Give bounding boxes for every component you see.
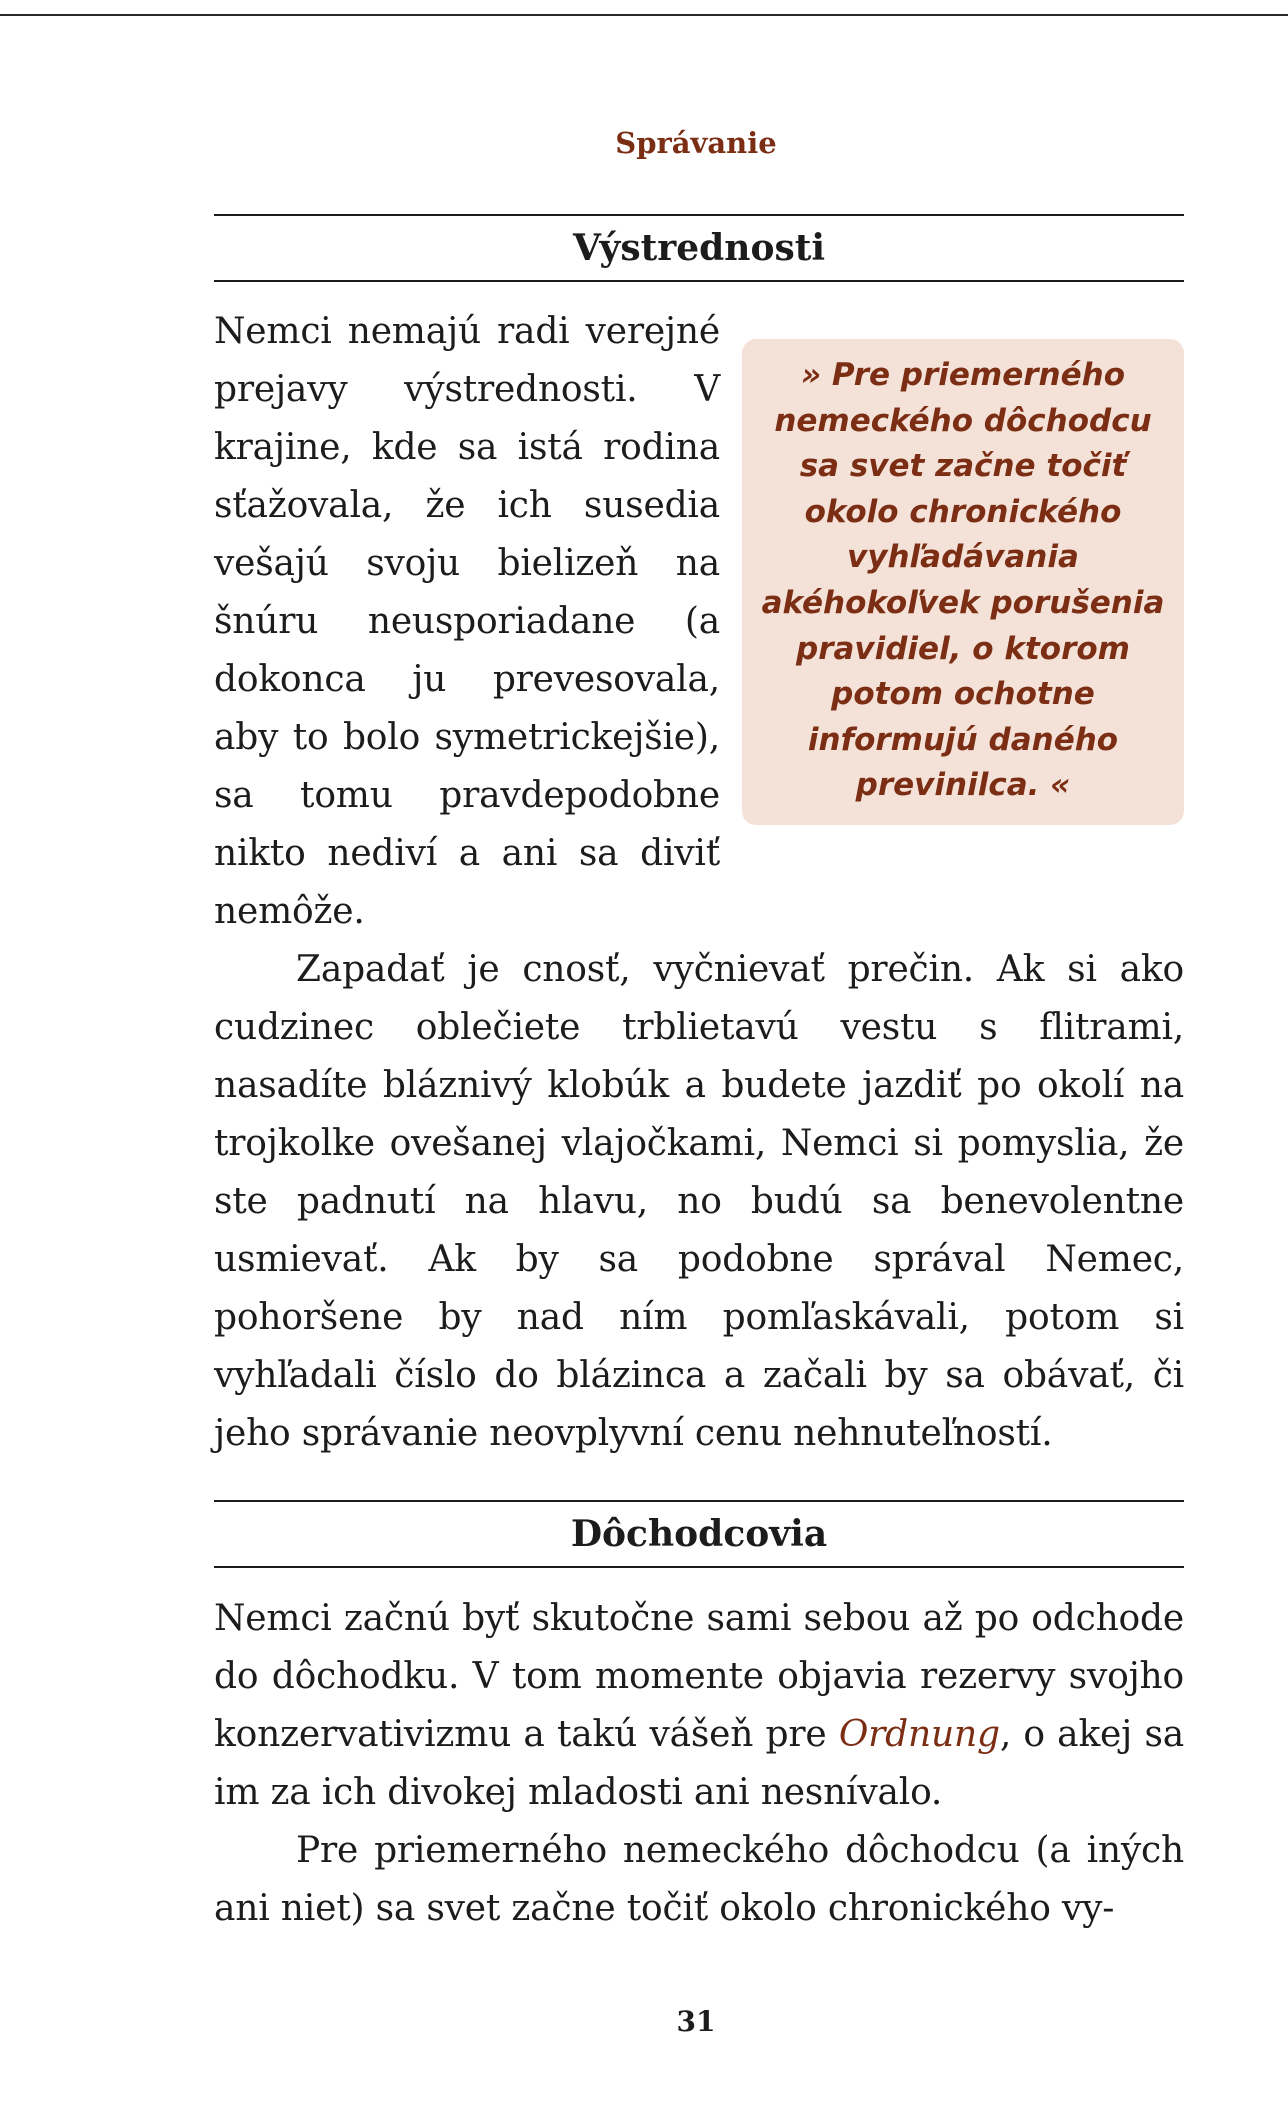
section-heading-dochodcovia: Dôchodcovia — [214, 1500, 1184, 1568]
paragraph-fitting-in: Zapadať je cnosť, vyčnievať prečin. Ak si ako cudzinec oblečiete trblietavú vestu s flitrami, nasadíte bláznivý klobúk a budete jazdiť po okolí na trojkolke ovešanej vlajočkami, Nemci si pomyslia, že ste padnutí na hlavu, no budú sa benevolentne usmievať. Ak by sa podobne správal Nemec, pohoršene by nad ním pomľaskávali, potom si vyhľadali číslo do blázinca a začali by sa obávať, či jeho správanie neovplyvní cenu nehnuteľností. — [214, 949, 1184, 1454]
page-number: 31 — [676, 2005, 716, 2038]
top-rule — [0, 14, 1288, 16]
running-head: Správanie — [615, 126, 777, 160]
pull-quote: » Pre priemerného nemeckého dôchodcu sa svet začne točiť okolo chronického vyhľadávania akéhokoľvek porušenia pravidiel, o ktorom potom ochotne informujú daného previnilca. « — [742, 339, 1184, 825]
paragraph-intro: Nemci nemajú radi verejné prejavy výstrednosti. V krajine, kde sa istá rodina sťažovala, že ich susedia vešajú svoju bielizeň na šnúru neusporiadane (a dokonca ju prevesovala, aby to bolo symetrickejšie), sa tomu pravdepodobne nikto nediví a ani sa diviť nemôže. — [214, 311, 720, 932]
retirement-text-b: , o akej sa im za ich divokej mladosti ani nesnívalo. — [214, 1714, 1184, 1813]
retirement-text-a: Nemci začnú byť skutočne sami sebou až po odchode do dôchodku. V tom momente objavia rezervy svojho konzervativizmu a takú vášeň pre — [214, 1598, 1184, 1755]
paragraph-average-retiree: Pre priemerného nemeckého dôchodcu (a iných ani niet) sa svet začne točiť okolo chronického vy- — [214, 1830, 1184, 1929]
ordnung-emphasis: Ordnung — [838, 1714, 1000, 1755]
section-body-vystrednosti — [214, 303, 1184, 1463]
section-heading-vystrednosti: Výstrednosti — [214, 214, 1184, 282]
section-body-dochodcovia — [214, 1590, 1184, 1938]
paragraph-retirement — [214, 1590, 1184, 1822]
